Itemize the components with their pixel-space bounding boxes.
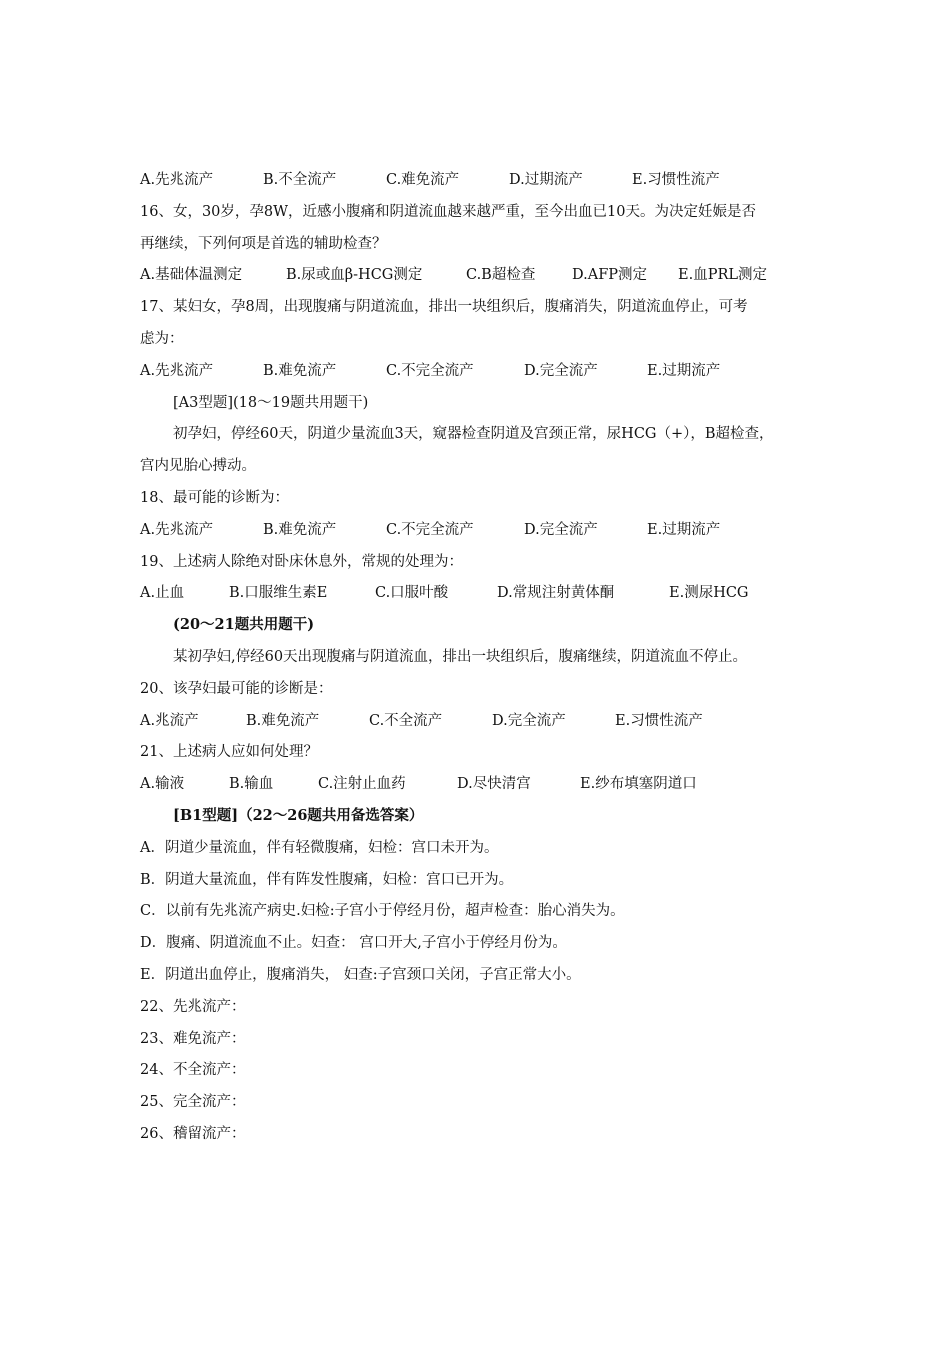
q20-stem: 20、该孕妇最可能的诊断是： bbox=[140, 680, 333, 697]
q18-option-c: C.不完全流产 bbox=[386, 521, 474, 538]
q17-option-d: D.完全流产 bbox=[524, 362, 598, 379]
a3-heading: [A3型题](18～19题共用题干) bbox=[173, 394, 369, 411]
g20-case: 某初孕妇,停经60天出现腹痛与阴道流血，排出一块组织后，腹痛继续，阴道流血不停止。 bbox=[173, 648, 748, 665]
q16-stem-line2: 再继续，下列何项是首选的辅助检查？ bbox=[140, 235, 387, 252]
q16-option-a: A.基础体温测定 bbox=[140, 267, 243, 284]
b1-question-22: 22、先兆流产： bbox=[140, 998, 246, 1015]
q20-options bbox=[140, 709, 820, 741]
q15-option-e: E.习惯性流产 bbox=[632, 172, 720, 188]
q16-option-d: D.AFP测定 bbox=[572, 267, 648, 284]
q19-option-a: A.止血 bbox=[140, 585, 185, 602]
q15-option-b: B.不全流产 bbox=[263, 172, 337, 188]
q19-option-d: D.常规注射黄体酮 bbox=[497, 585, 615, 602]
q21-option-a: A.输液 bbox=[140, 776, 185, 793]
q15-option-d: D.过期流产 bbox=[509, 172, 583, 188]
b1-choice-e: E．阴道出血停止，腹痛消失， 妇查:子宫颈口关闭，子宫正常大小。 bbox=[140, 966, 581, 983]
b1-question-25: 25、完全流产： bbox=[140, 1094, 246, 1111]
b1-heading: [B1型题]（22～26题共用备选答案） bbox=[173, 806, 424, 824]
q16-option-c: C.B超检查 bbox=[466, 267, 536, 284]
q18-stem: 18、最可能的诊断为： bbox=[140, 489, 289, 506]
q18-option-a: A.先兆流产 bbox=[140, 521, 214, 538]
q15-options bbox=[140, 168, 820, 200]
q17-options bbox=[140, 359, 820, 391]
b1-question-23: 23、难免流产： bbox=[140, 1030, 246, 1047]
b1-choice-b: B．阴道大量流血，伴有阵发性腹痛，妇检：宫口已开为。 bbox=[140, 871, 514, 888]
q17-stem-line1: 17、某妇女，孕8周，出现腹痛与阴道流血，排出一块组织后，腹痛消失，阴道流血停止，可考 bbox=[140, 299, 748, 316]
q15-option-c: C.难免流产 bbox=[386, 172, 460, 188]
q19-stem: 19、上述病人除绝对卧床休息外，常规的处理为： bbox=[140, 553, 463, 570]
b1-choice-c: C．以前有先兆流产病史.妇检:子宫小于停经月份，超声检查：胎心消失为。 bbox=[140, 903, 625, 920]
q16-option-b: B.尿或血β-HCG测定 bbox=[286, 267, 423, 284]
q16-options bbox=[140, 263, 820, 295]
q17-stem-line2: 虑为： bbox=[140, 330, 184, 347]
q17-option-c: C.不完全流产 bbox=[386, 362, 474, 379]
b1-question-24: 24、不全流产： bbox=[140, 1062, 246, 1079]
q17-option-a: A.先兆流产 bbox=[140, 362, 214, 379]
a3-case-line2: 宫内见胎心搏动。 bbox=[140, 458, 256, 475]
q20-option-b: B.难免流产 bbox=[246, 712, 320, 729]
q20-option-d: D.完全流产 bbox=[492, 712, 566, 729]
q18-option-d: D.完全流产 bbox=[524, 521, 598, 538]
b1-choice-a: A．阴道少量流血，伴有轻微腹痛，妇检：宫口未开为。 bbox=[140, 839, 499, 856]
q19-option-e: E.测尿HCG bbox=[669, 585, 749, 602]
q21-option-b: B.输血 bbox=[229, 776, 274, 793]
q16-option-e: E.血PRL测定 bbox=[678, 267, 767, 284]
q21-options bbox=[140, 772, 820, 804]
b1-question-26: 26、稽留流产： bbox=[140, 1125, 246, 1142]
q19-option-c: C.口服叶酸 bbox=[375, 585, 449, 602]
q21-option-e: E.纱布填塞阴道口 bbox=[580, 776, 697, 793]
q16-stem-line1: 16、女，30岁，孕8W，近感小腹痛和阴道流血越来越严重，至今出血已10天。为决定妊娠是否 bbox=[140, 203, 756, 220]
q21-option-d: D.尽快清宫 bbox=[457, 776, 531, 793]
b1-choice-d: D．腹痛、阴道流血不止。妇查： 宫口开大,子宫小于停经月份为。 bbox=[140, 935, 567, 952]
q20-option-c: C.不全流产 bbox=[369, 712, 443, 729]
q18-option-b: B.难免流产 bbox=[263, 521, 337, 538]
q19-option-b: B.口服维生素E bbox=[229, 585, 328, 602]
q18-option-e: E.过期流产 bbox=[647, 521, 721, 538]
q20-option-e: E.习惯性流产 bbox=[615, 712, 703, 729]
q17-option-e: E.过期流产 bbox=[647, 362, 721, 379]
g20-heading: (20～21题共用题干) bbox=[173, 616, 315, 634]
q21-option-c: C.注射止血药 bbox=[318, 776, 406, 793]
q18-options bbox=[140, 518, 820, 550]
q19-options bbox=[140, 581, 820, 613]
q21-stem: 21、上述病人应如何处理？ bbox=[140, 744, 318, 761]
document-content bbox=[140, 168, 820, 1154]
a3-case-line1: 初孕妇，停经60天，阴道少量流血3天，窥器检查阴道及宫颈正常，尿HCG（+），B超检查， bbox=[173, 426, 774, 443]
q20-option-a: A.兆流产 bbox=[140, 712, 199, 729]
q17-option-b: B.难免流产 bbox=[263, 362, 337, 379]
q15-option-a: A.先兆流产 bbox=[140, 172, 214, 188]
